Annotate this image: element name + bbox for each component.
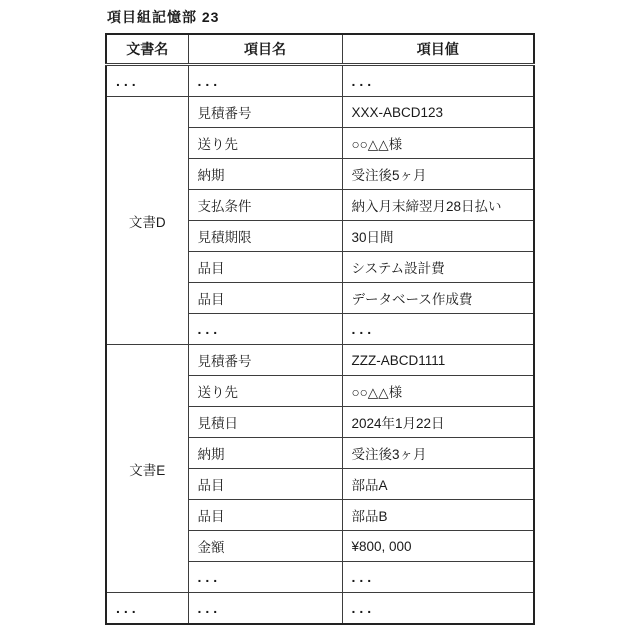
item-value-cell: 2024年1月22日 <box>342 407 534 438</box>
item-value-cell: 受注後5ヶ月 <box>342 159 534 190</box>
header-item-value: 項目値 <box>342 34 534 65</box>
item-value-cell: XXX-ABCD123 <box>342 97 534 128</box>
item-name-cell: 見積期限 <box>188 221 342 252</box>
item-name-cell: 納期 <box>188 438 342 469</box>
table-row <box>106 65 534 97</box>
item-name-cell: 見積番号 <box>188 97 342 128</box>
item-name-cell: ... <box>188 314 342 345</box>
item-name-cell: 見積番号 <box>188 345 342 376</box>
item-value-cell: ○○△△様 <box>342 376 534 407</box>
item-name-cell: 送り先 <box>188 128 342 159</box>
item-name-cell: 品目 <box>188 500 342 531</box>
item-value-cell: ○○△△様 <box>342 128 534 159</box>
item-name-cell: 納期 <box>188 159 342 190</box>
item-name-cell: 送り先 <box>188 376 342 407</box>
table-row <box>106 345 534 376</box>
table-row <box>106 593 534 625</box>
header-item-name: 項目名 <box>188 34 342 65</box>
item-value-cell: データベース作成費 <box>342 283 534 314</box>
table-row <box>106 97 534 128</box>
item-value-cell: ZZZ-ABCD1111 <box>342 345 534 376</box>
item-value-cell: 部品A <box>342 469 534 500</box>
document-name-cell: 文書E <box>106 345 188 593</box>
document-name-cell: 文書D <box>106 97 188 345</box>
item-name-cell: 支払条件 <box>188 190 342 221</box>
item-value-cell: 部品B <box>342 500 534 531</box>
item-value-cell: 納入月末締翌月28日払い <box>342 190 534 221</box>
item-value-cell: 30日間 <box>342 221 534 252</box>
item-memory-table <box>105 33 535 625</box>
item-name-cell: 品目 <box>188 283 342 314</box>
item-name-cell: 金額 <box>188 531 342 562</box>
item-name-cell: ... <box>188 562 342 593</box>
item-name-cell: ... <box>188 65 342 97</box>
figure-title: 項目組記憶部 23 <box>107 9 220 25</box>
item-value-cell: ... <box>342 314 534 345</box>
item-value-cell: ¥800, 000 <box>342 531 534 562</box>
item-name-cell: ... <box>188 593 342 625</box>
header-document-name: 文書名 <box>106 34 188 65</box>
item-value-cell: 受注後3ヶ月 <box>342 438 534 469</box>
item-value-cell: ... <box>342 562 534 593</box>
item-value-cell: ... <box>342 65 534 97</box>
item-value-cell: システム設計費 <box>342 252 534 283</box>
header-row <box>106 34 534 65</box>
document-name-cell: ... <box>106 593 188 625</box>
item-name-cell: 見積日 <box>188 407 342 438</box>
item-name-cell: 品目 <box>188 469 342 500</box>
item-value-cell: ... <box>342 593 534 625</box>
item-name-cell: 品目 <box>188 252 342 283</box>
document-name-cell: ... <box>106 65 188 97</box>
